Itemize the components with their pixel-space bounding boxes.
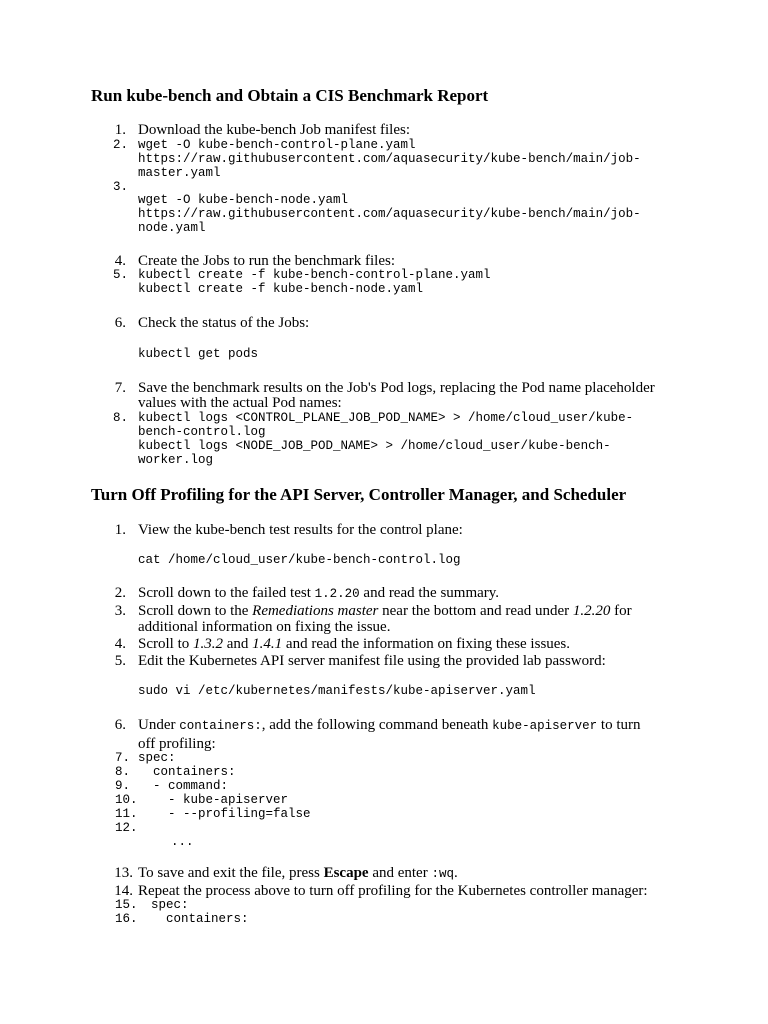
step-text: Scroll down to the failed test 1.2.20 and read the summary. <box>138 585 500 601</box>
step-text: Edit the Kubernetes API server manifest file using the provided lab password: <box>138 653 606 669</box>
step-text: Scroll to 1.3.2 and 1.4.1 and read the information on fixing these issues. <box>138 636 571 652</box>
code-block: wget -O kube-bench-control-plane.yaml https://raw.githubusercontent.com/aquasecurity/kube-bench/main/job- master.yaml <box>138 138 641 180</box>
step-text: Check the status of the Jobs: <box>138 315 310 331</box>
section-heading-run-kube-bench: Run kube-bench and Obtain a CIS Benchmark Report <box>91 86 489 105</box>
step-number: 2. <box>112 138 128 152</box>
step-text: Repeat the process above to turn off profiling for the Kubernetes controller manager: <box>138 883 648 899</box>
code-block-yaml: spec: containers: - command: - kube-apiserver - --profiling=false <box>138 751 311 821</box>
step-number: 3. <box>112 180 128 194</box>
inline-code: :wq <box>431 867 454 881</box>
code-block: sudo vi /etc/kubernetes/manifests/kube-apiserver.yaml <box>138 684 536 698</box>
inline-code: kube-apiserver <box>492 719 598 733</box>
code-block: cat /home/cloud_user/kube-bench-control.log <box>138 553 461 567</box>
step-text: View the kube-bench test results for the control plane: <box>138 522 463 538</box>
step-number: 1. <box>114 522 126 538</box>
step-text: Scroll down to the Remediations master near the bottom and read under 1.2.20 for <box>138 603 632 619</box>
step-text: Save the benchmark results on the Job's Pod logs, replacing the Pod name placeholder <box>138 380 655 396</box>
code-line-numbers: 7. 8. 9. 10. 11. 12. <box>115 751 138 835</box>
code-ellipsis: ... <box>171 835 194 849</box>
code-block: kubectl create -f kube-bench-control-plane.yaml kubectl create -f kube-bench-node.yaml <box>138 268 491 296</box>
step-number: 1. <box>114 122 126 138</box>
step-text: additional information on fixing the issue. <box>138 619 391 635</box>
section-heading-turn-off-profiling: Turn Off Profiling for the API Server, Controller Manager, and Scheduler <box>91 485 627 504</box>
code-block-yaml: spec: containers: <box>151 898 249 926</box>
step-text: Download the kube-bench Job manifest files: <box>138 122 411 138</box>
code-block: wget -O kube-bench-node.yaml https://raw.githubusercontent.com/aquasecurity/kube-bench/main/job- node.yaml <box>138 193 641 235</box>
step-number: 4. <box>114 253 126 269</box>
step-text: off profiling: <box>138 736 216 752</box>
inline-code: 1.2.20 <box>314 587 360 601</box>
code-block: kubectl get pods <box>138 347 259 361</box>
step-number: 5. <box>114 653 126 669</box>
step-number: 5. <box>112 268 128 282</box>
step-number: 4. <box>114 636 126 652</box>
step-text: Create the Jobs to run the benchmark files: <box>138 253 396 269</box>
inline-code: containers: <box>179 719 262 733</box>
step-number: 14. <box>114 883 133 899</box>
step-number: 13. <box>114 865 133 881</box>
code-line-numbers: 15. 16. <box>115 898 138 926</box>
step-number: 2. <box>114 585 126 601</box>
step-text: values with the actual Pod names: <box>138 395 342 411</box>
step-text: To save and exit the file, press Escape and enter :wq. <box>138 865 458 881</box>
code-block: kubectl logs <CONTROL_PLANE_JOB_POD_NAME> > /home/cloud_user/kube- bench-control.log kubectl logs <NODE_JOB_POD_NAME> > /home/cloud_user/kube-bench- worker.log <box>138 411 634 467</box>
step-number: 8. <box>112 411 128 425</box>
step-number: 6. <box>114 717 126 733</box>
step-text: Under containers:, add the following command beneath kube-apiserver to turn <box>138 717 641 733</box>
step-number: 3. <box>114 603 126 619</box>
step-number: 6. <box>114 315 126 331</box>
step-number: 7. <box>114 380 126 396</box>
